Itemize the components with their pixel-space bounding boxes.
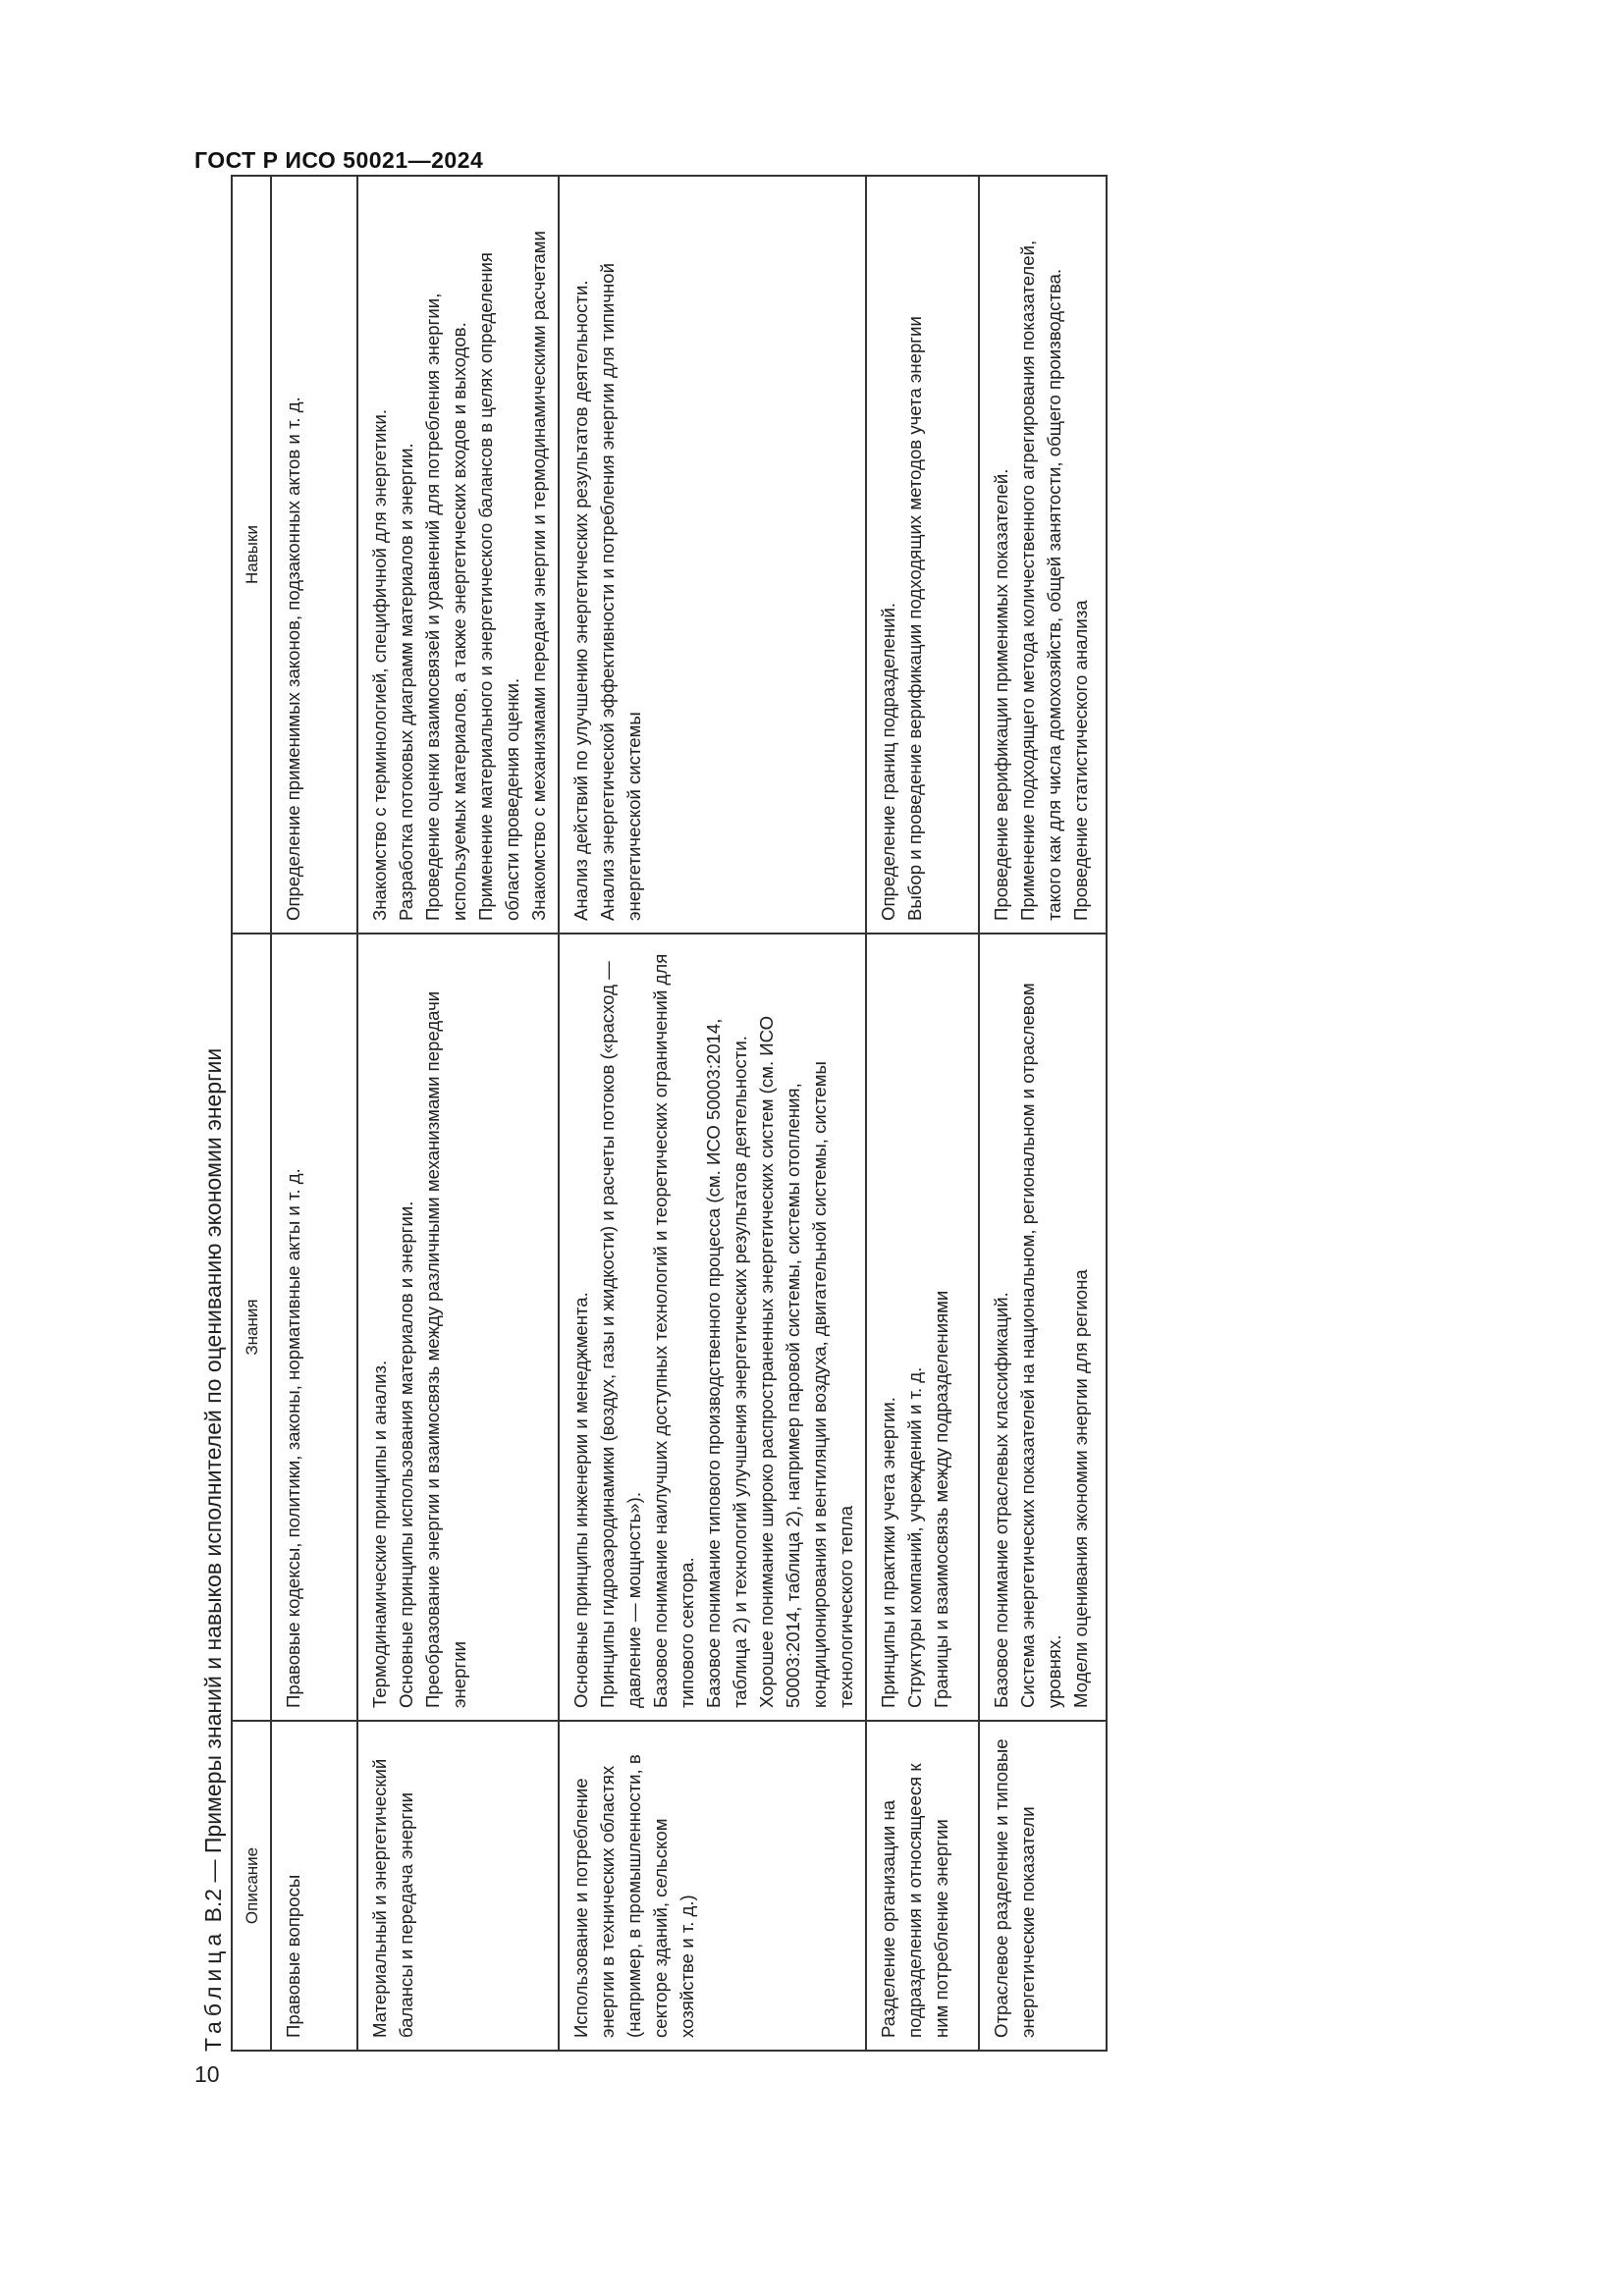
table-caption xyxy=(196,1048,230,2052)
row-description: Разделение организации на подразделения и относящееся к ним потребление энергии xyxy=(866,1721,979,2051)
row-knowledge xyxy=(559,934,866,1721)
row-description: Материальный и энергетический балансы и передача энергии xyxy=(357,1721,559,2051)
skill-item: Применение материального и энергетического балансов в целях определения области проведения оценки. xyxy=(475,252,522,921)
page-number: 10 xyxy=(194,2061,220,2087)
row-skills xyxy=(559,176,866,934)
caption-number: В.2 xyxy=(200,1888,226,1923)
skill-item: Выбор и проведение верификации подходящих методов учета энергии xyxy=(904,316,925,921)
table-row-sectoral-indicators xyxy=(979,176,1107,2051)
knowledge-item: Принципы и практики учета энергии. xyxy=(878,1397,898,1708)
row-knowledge xyxy=(866,934,979,1721)
knowledge-item: Система энергетических показателей на национальном, региональном и отраслевом уровнях. xyxy=(1017,983,1064,1708)
knowledge-item: Правовые кодексы, политики, законы, нормативные акты и т. д. xyxy=(283,1168,303,1708)
skill-item: Проведение верификации применимых показателей. xyxy=(991,468,1011,921)
row-knowledge xyxy=(271,934,357,1721)
row-skills xyxy=(271,176,357,934)
table-row-balances xyxy=(357,176,559,2051)
knowledge-item: Принципы гидроаэродинамики (воздух, газы и жидкости) и расчеты потоков («расход — давление — мощность»). xyxy=(597,961,644,1708)
skill-item: Анализ действий по улучшению энергетических результатов деятельности. xyxy=(570,280,591,921)
row-skills xyxy=(866,176,979,934)
table-row-legal xyxy=(271,176,357,2051)
skill-item: Знакомство с терминологией, специфичной для энергетики. xyxy=(369,408,390,921)
row-knowledge xyxy=(357,934,559,1721)
document-header: ГОСТ Р ИСО 50021—2024 xyxy=(194,147,484,173)
skill-item: Определение границ подразделений. xyxy=(878,602,898,921)
knowledge-item: Базовое понимание наилучших доступных технологий и теоретических ограничений для типового сектора. xyxy=(650,953,697,1708)
table-row-technical-usage xyxy=(559,176,866,2051)
row-description: Отраслевое разделение и типовые энергетические показатели xyxy=(979,1721,1107,2051)
knowledge-item: Границы и взаимосвязь между подразделениями xyxy=(931,1290,951,1708)
skill-item: Определение применимых законов, подзаконных актов и т. д. xyxy=(283,397,303,921)
column-header-skills: Навыки xyxy=(232,176,271,934)
table-header-row xyxy=(232,176,271,2051)
row-description: Правовые вопросы xyxy=(271,1721,357,2051)
knowledge-item: Термодинамические принципы и анализ. xyxy=(369,1360,390,1708)
row-skills xyxy=(979,176,1107,934)
knowledge-item: Хорошее понимание широко распространенных энергетических систем (см. ИСО 50003:2014, таблица 2), например паровой системы, системы отопления, кондиционирования и вентиляции воздуха, двигательной системы, системы технологического тепла xyxy=(756,1015,856,1708)
column-header-knowledge: Знания xyxy=(232,934,271,1721)
skill-item: Анализ энергетической эффективности и потребления энергии для типичной энергетической системы xyxy=(597,262,644,921)
skill-item: Знакомство с механизмами передачи энергии и термодинамическими расчетами xyxy=(528,231,549,921)
row-skills xyxy=(357,176,559,934)
knowledge-item: Преобразование энергии и взаимосвязь между различными механизмами передачи энергии xyxy=(422,990,469,1708)
knowledge-item: Модели оценивания экономии энергии для региона xyxy=(1070,1269,1091,1708)
caption-dash: — xyxy=(200,1859,226,1883)
knowledge-item: Основные принципы инженерии и менеджмента. xyxy=(570,1292,591,1708)
knowledge-item: Основные принципы использования материалов и энергии. xyxy=(396,1201,416,1708)
table-row-subdivisions xyxy=(866,176,979,2051)
knowledge-item: Базовое понимание типового производственного процесса (см. ИСО 50003:2014, таблица 2) и технологий улучшения энергетических результатов деятельности. xyxy=(703,1018,750,1708)
caption-title: Примеры знаний и навыков исполнителей по оцениванию экономии энергии xyxy=(200,1047,226,1854)
caption-label: Таблица xyxy=(200,1928,226,2052)
knowledge-item: Базовое понимание отраслевых классификаций. xyxy=(991,1292,1011,1708)
row-knowledge xyxy=(979,934,1107,1721)
skill-item: Проведение оценки взаимосвязей и уравнений для потребления энергии, используемых материалов, а также энергетических входов и выходов. xyxy=(422,293,469,921)
skill-item: Разработка потоковых диаграмм материалов и энергии. xyxy=(396,443,416,921)
rotated-table-area xyxy=(196,177,1331,2052)
column-header-description: Описание xyxy=(232,1721,271,2051)
skill-item: Применение подходящего метода количественного агрегирования показателей, такого как для числа домохозяйств, общей занятости, общего производства. xyxy=(1017,240,1064,921)
knowledge-item: Структуры компаний, учреждений и т. д. xyxy=(904,1366,925,1708)
table-b2 xyxy=(231,175,1108,2052)
skill-item: Проведение статистического анализа xyxy=(1070,600,1091,921)
row-description: Использование и потребление энергии в технических областях (например, в промышленности, в секторе зданий, сельском хозяйстве и т. д.) xyxy=(559,1721,866,2051)
